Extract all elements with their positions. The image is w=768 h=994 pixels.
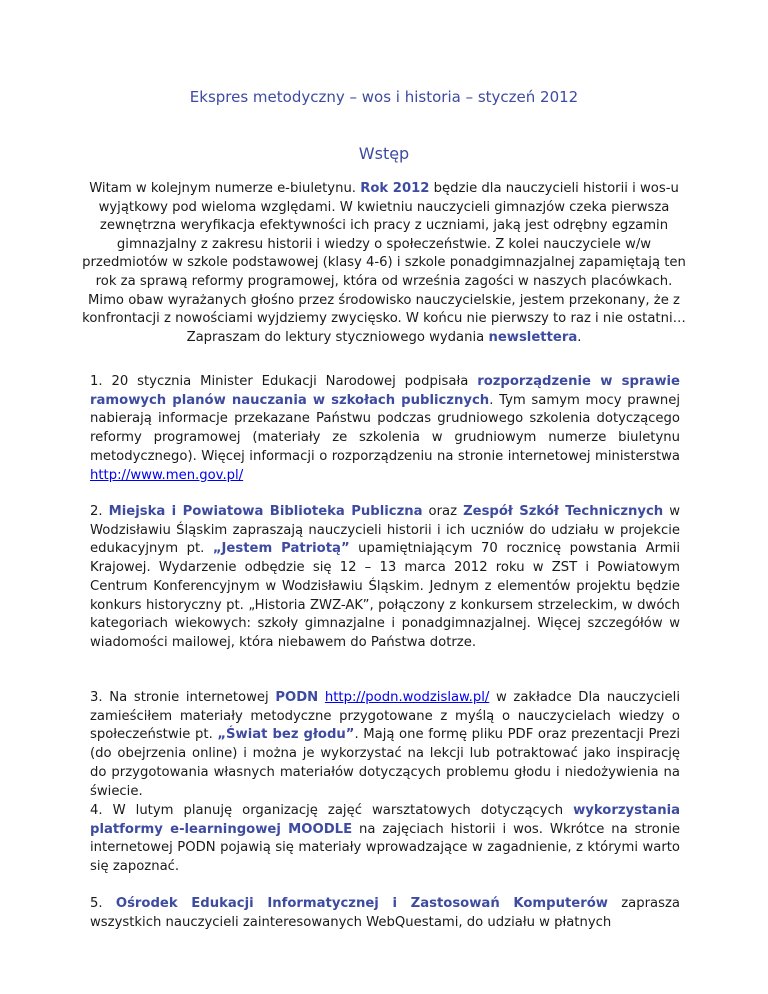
item-text: zaprasza wszystkich nauczycieli zainteresowanych WebQuestami, do udziału w płatnych	[90, 896, 680, 930]
section-heading-intro: Wstęp	[358, 144, 410, 163]
item-text	[318, 690, 325, 705]
materials-link[interactable]: „Świat bez głodu”	[217, 727, 355, 743]
item-text: . Tym samym mocy prawnej nabierają informacje przekazane Państwu podczas grudniowego szkolenia dotyczącego reformy programowej (materiały ze szkolenia w grudniowym numerze biuletynu metodycznego). Więcej informacji o rozporządzeniu na stronie internetowej ministerstwa	[90, 392, 681, 464]
item-text: 3. Na stronie internetowej	[90, 690, 276, 705]
item-text: w zakładce Dla nauczycieli zamieściłem materiały metodyczne przygotowane z myślą o nauczycielach wiedzy o społeczeństwie pt.	[90, 690, 680, 743]
intro-text: .	[577, 329, 582, 345]
item-text: 1. 20 stycznia Minister Edukacji Narodowej podpisała	[90, 374, 478, 389]
news-item-3	[90, 689, 680, 801]
school-link[interactable]: Zespół Szkół Technicznych	[463, 504, 664, 519]
item-text: na zajęciach historii i wos. Wkrótce na stronie internetowej PODN pojawią się materiały wprowadzające w zagadnienie, z którymi warto się zapoznać.	[90, 821, 680, 875]
news-item-1	[90, 373, 680, 485]
intro-text: będzie dla nauczycieli historii i wos-u wyjątkowy pod wieloma względami. W kwietniu nauczycieli gimnazjów czeka pierwsza zewnętrzna weryfikacja efektywności ich pracy z uczniami, jaką jest odrębny egzamin gimnazjalny z zakresu historii i wiedzy o społeczeństwie. Z kolei nauczyciele w/w przedmiotów w szkole podstawowej (klasy 4-6) i szkole ponadgimnazjalnej zapamiętają ten rok za sprawą reformy programowej, która od września zagości w naszych placówkach. Mimo obaw wyrażanych głośno przez środowisko nauczycielskie, jestem przekonany, że z konfrontacji z nowościami wyjdziemy zwycięsko. W końcu nie pierwszy to raz i nie ostatni… Zapraszam do lektury styczniowego wydania	[82, 181, 686, 345]
highlight-year: Rok 2012	[360, 181, 430, 196]
intro-paragraph	[80, 180, 688, 347]
ministry-url-link[interactable]: http://www.men.gov.pl/	[90, 467, 244, 483]
item-text: 5.	[90, 896, 116, 911]
podn-url-link[interactable]: http://podn.wodzislaw.pl/	[324, 690, 490, 705]
item-text: oraz	[422, 504, 464, 519]
newsletter-link[interactable]: newslettera	[488, 329, 578, 345]
moodle-link[interactable]: wykorzystania platformy e-learningowej MOODLE	[90, 803, 680, 837]
item-text: . Mają one formę pliku PDF oraz prezentacji Prezi (do obejrzenia online) i można je wykorzystać na lekcji lub potraktować jako inspirację do przygotowania własnych materiałów dotyczących problemu głodu i niedożywienia na świecie.	[90, 727, 680, 799]
item-text: w Wodzisławiu Śląskim zapraszają nauczycieli historii i ich uczniów do udziału w projekcie edukacyjnym pt.	[90, 504, 680, 557]
item-text: 4. W lutym planuję organizację zajęć warsztatowych dotyczących	[90, 803, 574, 818]
intro-text: Witam w kolejnym numerze e-biuletynu.	[89, 181, 361, 196]
item-text: upamiętniającym 70 rocznicę powstania Armii Krajowej. Wydarzenie odbędzie się 12 – 13 marca 2012 roku w ZST i Powiatowym Centrum Konferencyjnym w Wodzisławiu Śląskim. Jednym z elementów projektu będzie konkurs historyczny pt. „Historia ZWZ-AK”, połączony z konkursem strzeleckim, w dwóch kategoriach wiekowych: szkoły gimnazjalne i ponadgimnazjalnej. Więcej szczegółów w wiadomości mailowej, która niebawem do Państwa dotrze.	[90, 541, 680, 650]
news-item-5	[90, 895, 680, 932]
project-link[interactable]: „Jestem Patriotą”	[212, 541, 350, 557]
news-item-4	[90, 802, 680, 877]
library-link[interactable]: Miejska i Powiatowa Biblioteka Publiczna	[108, 504, 423, 519]
regulation-link[interactable]: rozporządzenie w sprawie ramowych planów nauczania w szkołach publicznych	[90, 374, 680, 408]
podn-link[interactable]: PODN	[275, 690, 319, 705]
item-text: 2.	[90, 504, 109, 519]
oeiizk-link[interactable]: Ośrodek Edukacji Informatycznej i Zastosowań Komputerów	[115, 896, 608, 911]
document-title: Ekspres metodyczny – wos i historia – styczeń 2012	[189, 88, 579, 106]
news-item-2	[90, 503, 680, 653]
